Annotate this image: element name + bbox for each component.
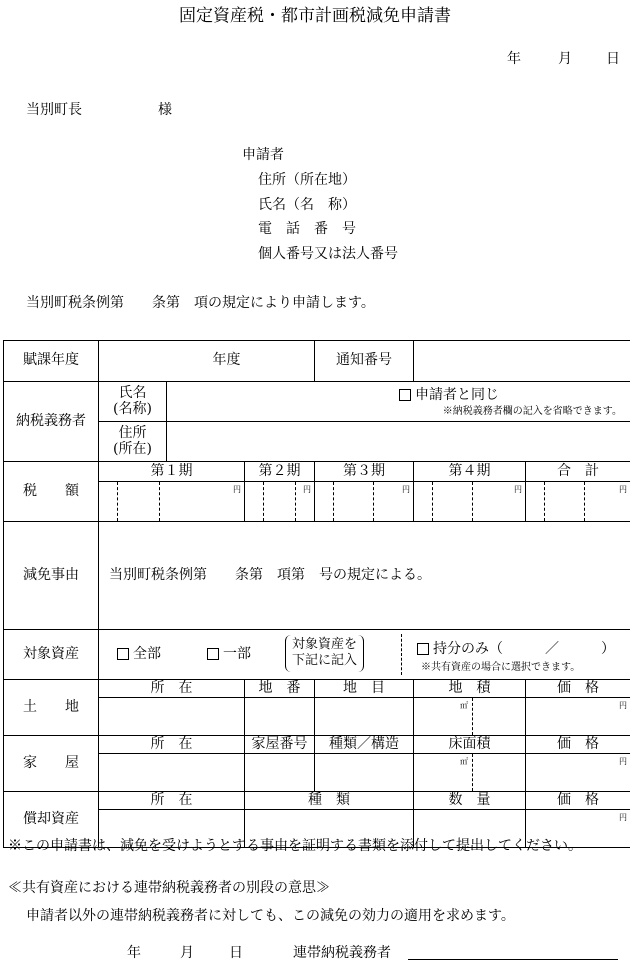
taxpayer-address-label-2: (所在) bbox=[113, 440, 152, 457]
same-as-applicant-checkbox[interactable] bbox=[399, 389, 411, 401]
notice-number-field[interactable] bbox=[414, 341, 630, 382]
depr-header-location: 所 在 bbox=[99, 792, 245, 810]
taxpayer-name-field[interactable] bbox=[167, 382, 630, 422]
joint-day: 日 bbox=[229, 945, 243, 961]
tax-year-label: 賦課年度 bbox=[4, 341, 99, 382]
addressee-name: 当別町長 bbox=[26, 102, 82, 118]
asset-brace-line-1: 対象資産を bbox=[292, 637, 358, 652]
joint-statement: 申請者以外の連帯納税義務者に対しても、この減免の効力の適用を求めます。 bbox=[26, 908, 515, 924]
reason-text: 当別町税条例第 条第 項第 号の規定による。 bbox=[109, 566, 431, 583]
land-header-category: 地 目 bbox=[315, 680, 414, 698]
asset-part-instruction bbox=[285, 635, 364, 672]
land-price-field[interactable] bbox=[526, 698, 630, 736]
house-price-field[interactable] bbox=[526, 754, 630, 792]
taxpayer-address-field[interactable] bbox=[167, 422, 630, 462]
asset-all-label: 全部 bbox=[133, 646, 161, 662]
asset-all-checkbox[interactable] bbox=[117, 648, 129, 660]
period-3-header: 第３期 bbox=[315, 462, 414, 482]
taxpayer-name-label-2: (名称) bbox=[113, 400, 152, 417]
target-asset-field bbox=[99, 630, 630, 680]
land-category-field[interactable] bbox=[315, 698, 414, 736]
tax-year-unit: 年度 bbox=[212, 352, 241, 369]
footnote: ※この申請書は、減免を受けようとする事由を証明する書類を添付して提出してください。 bbox=[8, 838, 582, 854]
asset-share-label: 持分のみ（ ／ ） bbox=[433, 641, 615, 657]
taxpayer-label: 納税義務者 bbox=[4, 382, 99, 462]
land-lot-field[interactable] bbox=[245, 698, 315, 736]
yen-unit: 円 bbox=[233, 485, 241, 494]
period-1-amount[interactable] bbox=[99, 482, 245, 522]
asset-share-note: ※共有資産の場合に選択できます。 bbox=[421, 662, 581, 673]
yen-unit: 円 bbox=[514, 485, 522, 494]
addressee-honorific: 様 bbox=[158, 102, 172, 118]
yen-unit: 円 bbox=[619, 485, 627, 494]
tax-amount-label: 税 額 bbox=[4, 462, 99, 522]
land-header-location: 所 在 bbox=[99, 680, 245, 698]
period-4-header: 第４期 bbox=[414, 462, 526, 482]
house-label: 家 屋 bbox=[4, 736, 99, 792]
applicant-name-label: 氏名（名 称） bbox=[258, 197, 356, 213]
taxpayer-name-label bbox=[99, 382, 167, 422]
applicant-phone-label: 電 話 番 号 bbox=[258, 221, 356, 237]
depreciable-asset-label: 償却資産 bbox=[4, 792, 99, 848]
application-statement: 当別町税条例第 条第 項の規定により申請します。 bbox=[26, 295, 375, 311]
period-2-amount[interactable] bbox=[245, 482, 315, 522]
house-type-field[interactable] bbox=[315, 754, 414, 792]
asset-brace-line-2: 下記に記入 bbox=[292, 653, 358, 669]
sqm-unit: ㎡ bbox=[460, 757, 468, 766]
period-2-header: 第２期 bbox=[245, 462, 315, 482]
date-year: 年 bbox=[507, 51, 521, 67]
period-3-amount[interactable] bbox=[315, 482, 414, 522]
house-location-field[interactable] bbox=[99, 754, 245, 792]
total-amount[interactable] bbox=[526, 482, 630, 522]
yen-unit: 円 bbox=[402, 485, 410, 494]
notice-number-label: 通知番号 bbox=[315, 341, 414, 382]
joint-month: 月 bbox=[180, 945, 194, 961]
yen-unit: 円 bbox=[619, 701, 627, 710]
taxpayer-address-label bbox=[99, 422, 167, 462]
joint-heading: ≪共有資産における連帯納税義務者の別段の意思≫ bbox=[8, 880, 330, 896]
depr-header-price: 価 格 bbox=[526, 792, 630, 810]
period-1-header: 第１期 bbox=[99, 462, 245, 482]
house-header-type: 種類／構造 bbox=[315, 736, 414, 754]
joint-signature-line[interactable] bbox=[408, 945, 618, 960]
land-area-field[interactable] bbox=[414, 698, 526, 736]
applicant-id-label: 個人番号又は法人番号 bbox=[258, 246, 398, 262]
date-month: 月 bbox=[558, 51, 572, 67]
application-table bbox=[3, 340, 630, 848]
period-4-amount[interactable] bbox=[414, 482, 526, 522]
same-as-applicant-note: ※納税義務者欄の記入を省略できます。 bbox=[442, 406, 622, 417]
total-header: 合 計 bbox=[526, 462, 630, 482]
reason-field[interactable] bbox=[99, 522, 630, 630]
asset-share-checkbox[interactable] bbox=[417, 643, 429, 655]
yen-unit: 円 bbox=[619, 813, 627, 822]
depr-header-type: 種 類 bbox=[245, 792, 414, 810]
page-title: 固定資産税・都市計画税減免申請書 bbox=[179, 6, 451, 26]
applicant-address-label: 住所（所在地） bbox=[258, 172, 356, 188]
same-as-applicant-label: 申請者と同じ bbox=[415, 387, 499, 403]
land-header-price: 価 格 bbox=[526, 680, 630, 698]
land-label: 土 地 bbox=[4, 680, 99, 736]
depr-header-quantity: 数 量 bbox=[414, 792, 526, 810]
applicant-heading: 申請者 bbox=[242, 147, 284, 163]
house-header-number: 家屋番号 bbox=[245, 736, 315, 754]
target-asset-label: 対象資産 bbox=[4, 630, 99, 680]
house-header-location: 所 在 bbox=[99, 736, 245, 754]
tax-year-field[interactable] bbox=[99, 341, 315, 382]
yen-unit: 円 bbox=[303, 485, 311, 494]
land-header-area: 地 積 bbox=[414, 680, 526, 698]
asset-part-checkbox[interactable] bbox=[207, 648, 219, 660]
house-header-price: 価 格 bbox=[526, 736, 630, 754]
asset-part-label: 一部 bbox=[223, 646, 251, 662]
house-header-floor-area: 床面積 bbox=[414, 736, 526, 754]
date-day: 日 bbox=[606, 51, 620, 67]
yen-unit: 円 bbox=[619, 757, 627, 766]
joint-year: 年 bbox=[127, 945, 141, 961]
taxpayer-name-label-1: 氏名 bbox=[118, 385, 147, 402]
sqm-unit: ㎡ bbox=[460, 701, 468, 710]
house-number-field[interactable] bbox=[245, 754, 315, 792]
joint-signer-label: 連帯納税義務者 bbox=[293, 945, 391, 961]
house-floor-area-field[interactable] bbox=[414, 754, 526, 792]
land-location-field[interactable] bbox=[99, 698, 245, 736]
reason-label: 減免事由 bbox=[4, 522, 99, 630]
land-header-lot: 地 番 bbox=[245, 680, 315, 698]
taxpayer-address-label-1: 住所 bbox=[118, 425, 147, 442]
